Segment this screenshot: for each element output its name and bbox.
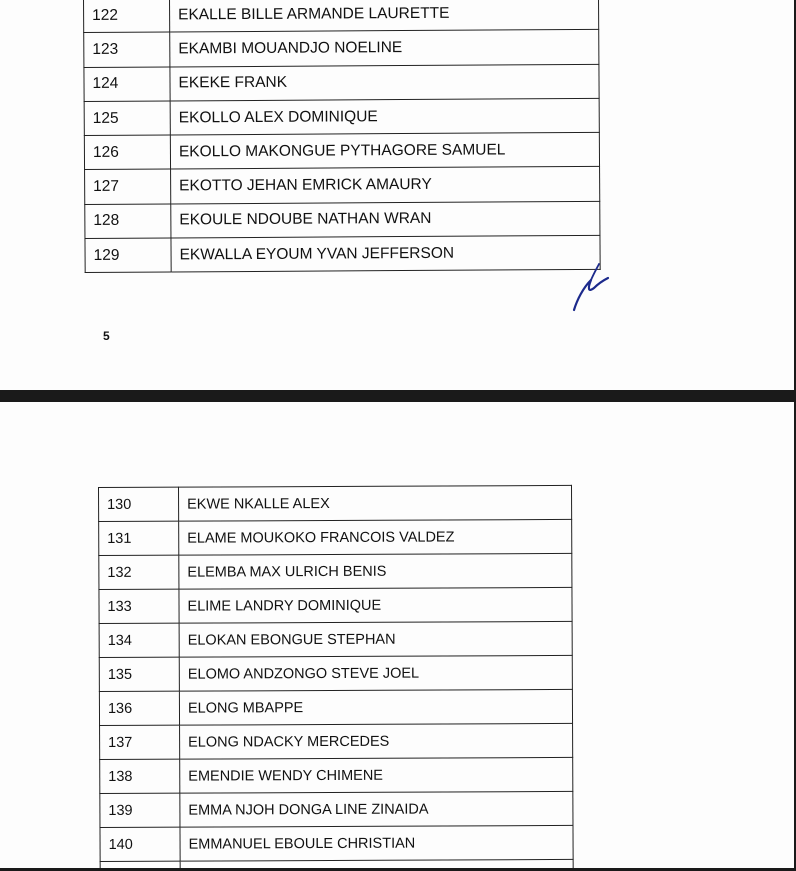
row-number: 133 (99, 589, 179, 623)
table-row (99, 485, 572, 521)
row-name: EMMANUEL EBOULE CHRISTIAN (180, 825, 573, 861)
table-row (84, 133, 599, 170)
table-row (99, 689, 572, 725)
row-name: ELIME LANDRY DOMINIQUE (179, 587, 572, 623)
table-row (84, 64, 599, 101)
row-number: 124 (84, 67, 170, 102)
signature-mark (568, 262, 612, 314)
table-row (99, 519, 572, 555)
row-name: ELAME MOUKOKO FRANCOIS VALDEZ (179, 519, 572, 555)
row-number: 122 (84, 0, 170, 33)
table-row (84, 30, 599, 67)
row-name: ELOKAN EBONGUE STEPHAN (179, 621, 572, 657)
row-name (180, 859, 573, 868)
table-row (99, 587, 572, 623)
table-row (99, 621, 572, 657)
table-row (85, 235, 600, 272)
table-row (85, 167, 600, 204)
table-row (84, 0, 599, 33)
row-number: 135 (99, 657, 179, 691)
row-number: 125 (84, 101, 170, 136)
row-name: ELEMBA MAX ULRICH BENIS (179, 553, 572, 589)
row-number: 139 (100, 793, 180, 827)
document-page-top (0, 0, 794, 390)
row-number: 126 (84, 135, 170, 170)
row-name: EMMA NJOH DONGA LINE ZINAIDA (180, 791, 573, 827)
row-number: 132 (99, 555, 179, 589)
row-name: EKOLLO ALEX DOMINIQUE (170, 98, 599, 135)
row-number: 123 (84, 32, 170, 67)
row-number: 134 (99, 623, 179, 657)
row-name: EKOLLO MAKONGUE PYTHAGORE SAMUEL (170, 133, 599, 170)
table-row (85, 201, 600, 238)
row-number: 138 (100, 759, 180, 793)
row-name: EKWALLA EYOUM YVAN JEFFERSON (171, 235, 600, 272)
row-name: ELONG MBAPPE (179, 689, 572, 725)
document-page-bottom (0, 402, 794, 868)
row-number: 137 (100, 725, 180, 759)
row-number: 131 (99, 521, 179, 555)
row-name: EKALLE BILLE ARMANDE LAURETTE (170, 0, 599, 32)
row-name: EKOTTO JEHAN EMRICK AMAURY (171, 167, 600, 204)
table-row (100, 859, 573, 868)
row-name: EKWE NKALLE ALEX (179, 485, 572, 521)
table-row (100, 791, 573, 827)
table-row (99, 553, 572, 589)
table-row (100, 723, 573, 759)
page-number: 5 (103, 329, 110, 343)
table-row (99, 655, 572, 691)
table-row (100, 825, 573, 861)
row-name: ELONG NDACKY MERCEDES (180, 723, 573, 759)
row-name: EKAMBI MOUANDJO NOELINE (170, 30, 599, 67)
row-number: 140 (100, 827, 180, 861)
roster-table-top (83, 0, 601, 273)
row-number: 129 (85, 238, 171, 273)
roster-table-bottom (98, 485, 574, 868)
row-number: 136 (99, 691, 179, 725)
table-row (100, 757, 573, 793)
row-number (100, 861, 180, 868)
row-name: EKOULE NDOUBE NATHAN WRAN (171, 201, 600, 238)
row-number: 128 (85, 204, 171, 239)
row-name: ELOMO ANDZONGO STEVE JOEL (179, 655, 572, 691)
row-name: EMENDIE WENDY CHIMENE (180, 757, 573, 793)
row-number: 130 (99, 487, 179, 521)
row-number: 127 (85, 169, 171, 204)
row-name: EKEKE FRANK (170, 64, 599, 101)
table-row (84, 98, 599, 135)
